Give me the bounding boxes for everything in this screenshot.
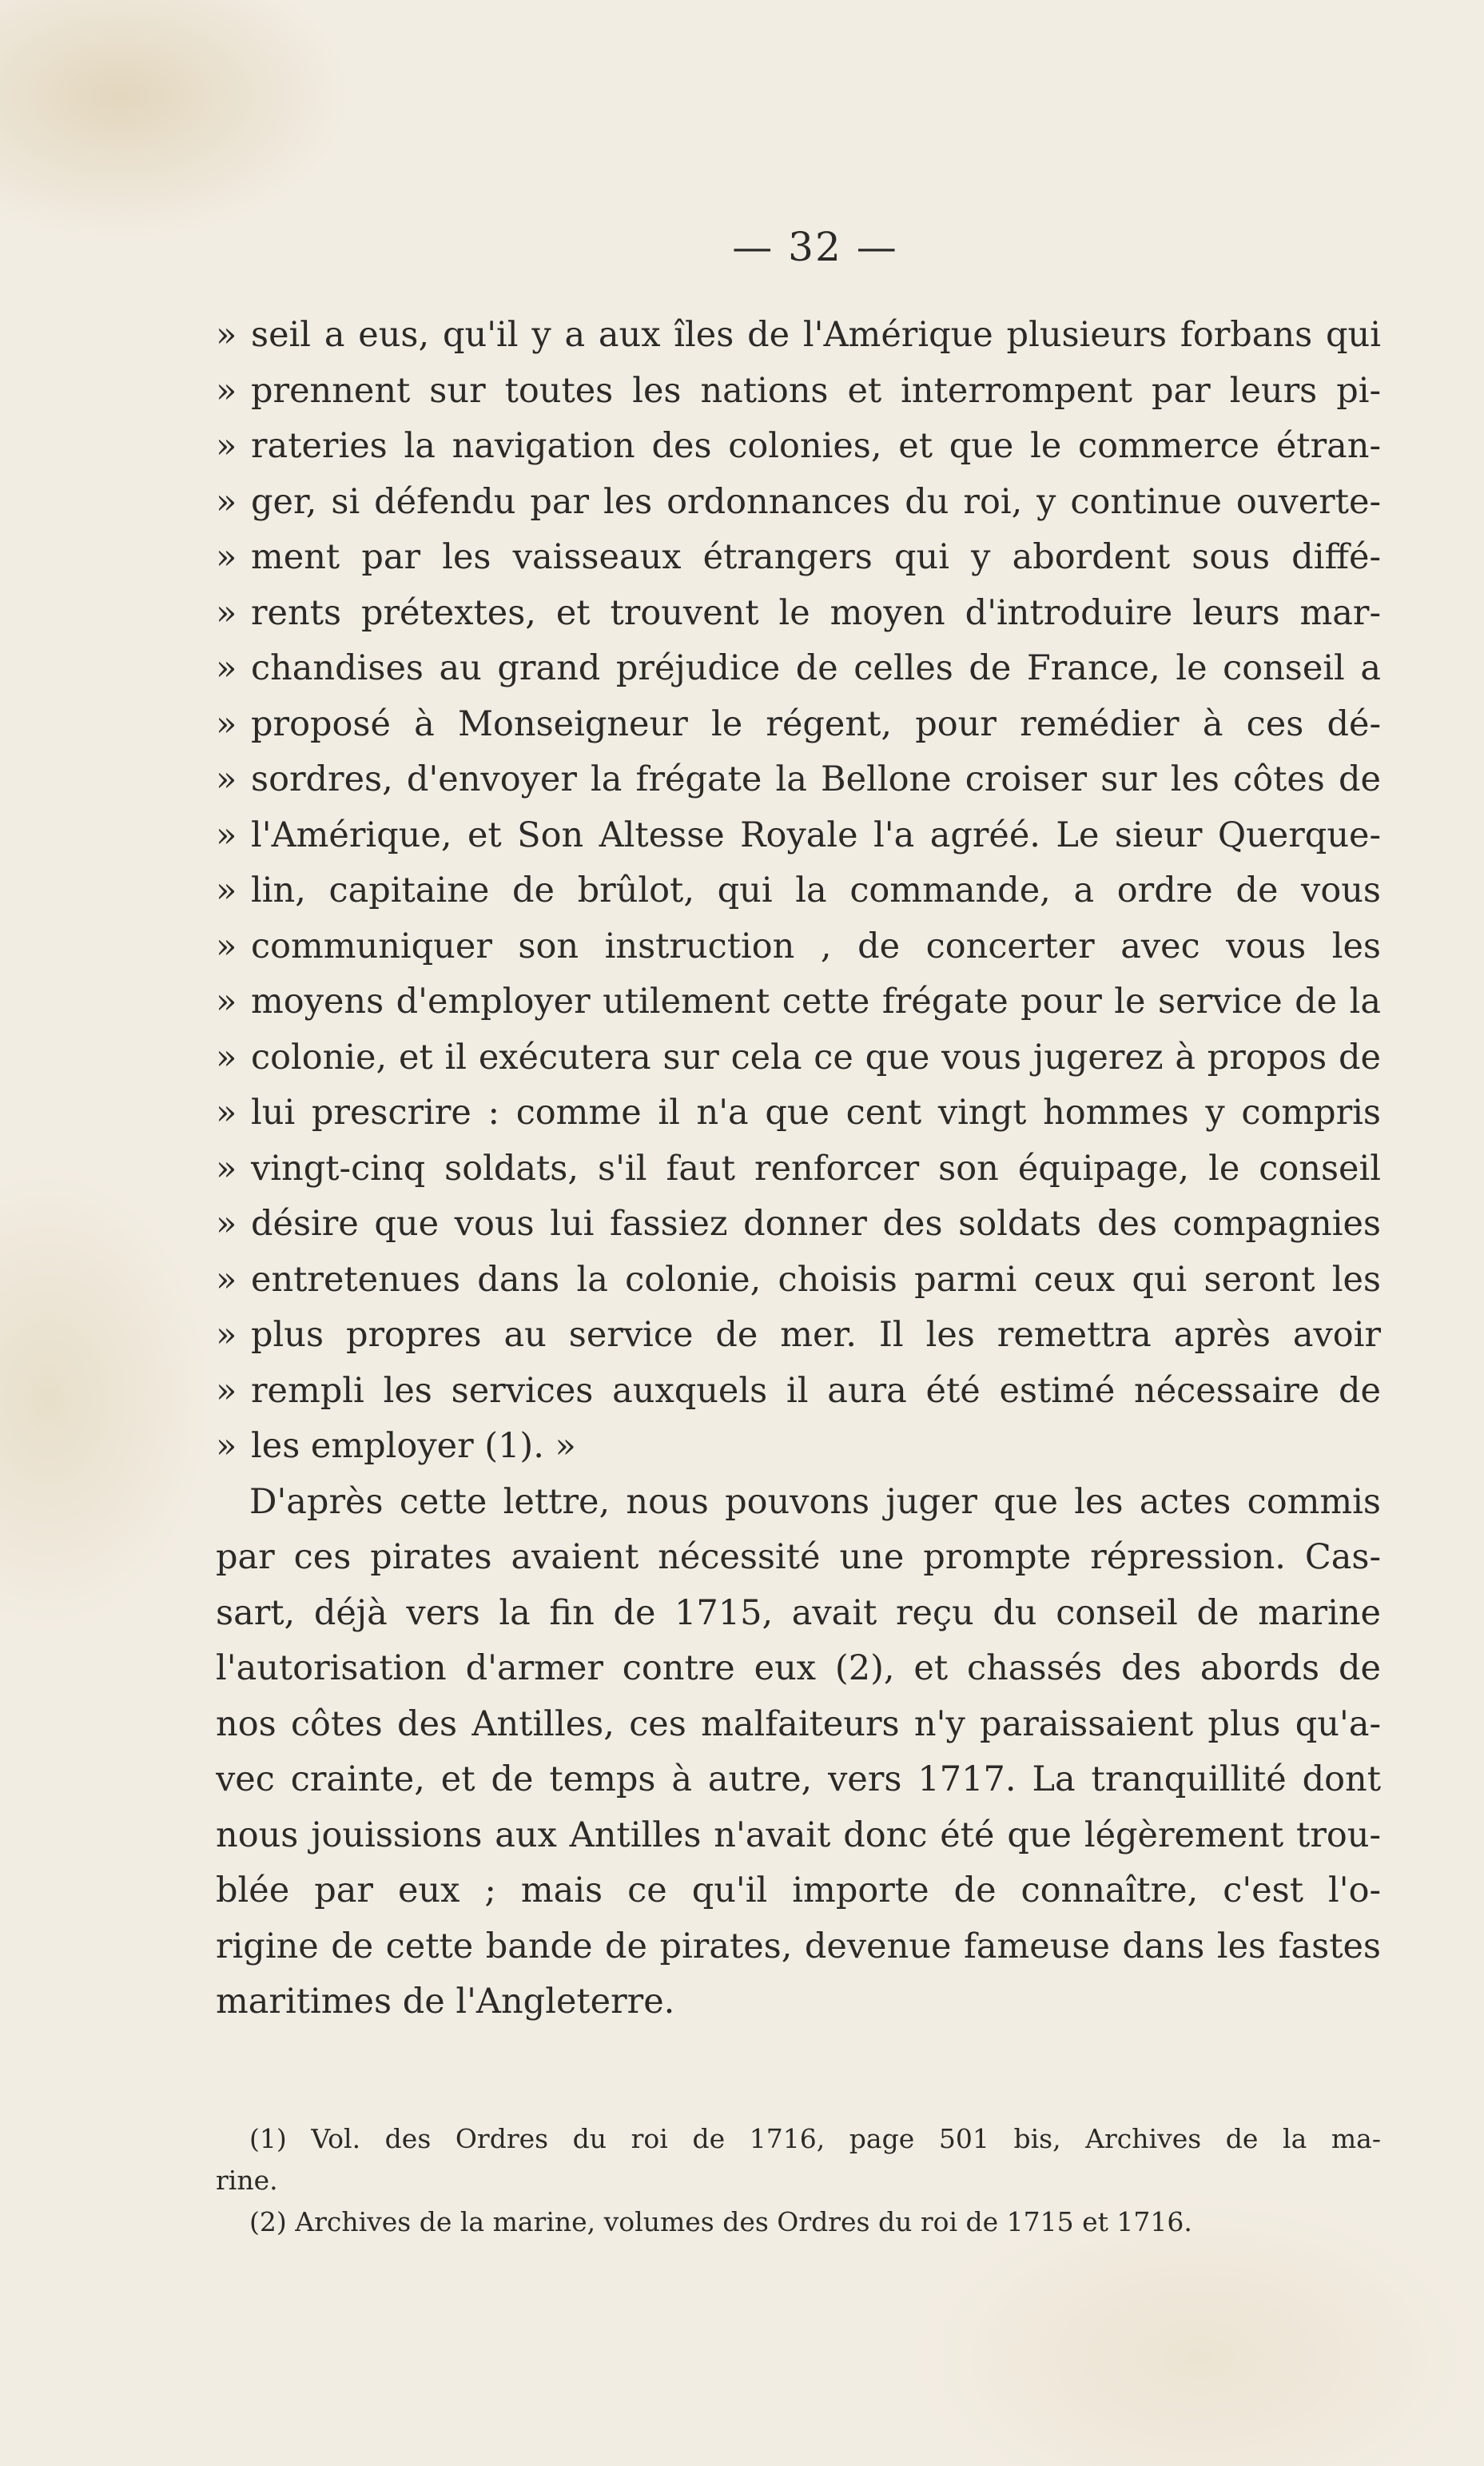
line-text: moyens d'employer utilement cette frégate pour le service de la	[251, 982, 1381, 1022]
footnote-1-continued: rine.	[216, 2165, 278, 2196]
quote-mark: »	[216, 315, 237, 355]
text-line: sart, déjà vers la fin de 1715, avait reçu du conseil de marine	[216, 1592, 1381, 1633]
quote-mark: »	[216, 982, 237, 1022]
body-text	[216, 308, 1381, 2030]
quote-mark: »	[216, 1204, 237, 1244]
quote-mark: »	[216, 426, 237, 466]
line-text: les employer (1). »	[251, 1426, 576, 1466]
quote-mark: »	[216, 1148, 237, 1189]
text-line	[216, 1364, 1381, 1420]
text-line	[216, 1308, 1381, 1364]
line-text: ment par les vaisseaux étrangers qui y abordent sous diffé-	[251, 537, 1381, 577]
line-text: entretenues dans la colonie, choisis parmi ceux qui seront les	[251, 1259, 1381, 1300]
text-line	[216, 586, 1381, 642]
footnote-2: (2) Archives de la marine, volumes des Ordres du roi de 1715 et 1716.	[249, 2206, 1192, 2237]
text-line	[216, 1253, 1381, 1309]
text-line	[216, 308, 1381, 364]
line-text: désire que vous lui fassiez donner des soldats des compagnies	[251, 1204, 1381, 1244]
quote-mark: »	[216, 759, 237, 799]
text-line: vec crainte, et de temps à autre, vers 1717. La tranquillité dont	[216, 1759, 1381, 1799]
line-text: sordres, d'envoyer la frégate la Bellone croiser sur les côtes de	[251, 759, 1381, 799]
quote-mark: »	[216, 1037, 237, 1078]
line-text: proposé à Monseigneur le régent, pour remédier à ces dé-	[251, 703, 1381, 744]
line-text: rempli les services auxquels il aura été estimé nécessaire de	[251, 1370, 1381, 1411]
line-text: plus propres au service de mer. Il les remettra après avoir	[251, 1315, 1381, 1355]
line-text: lin, capitaine de brûlot, qui la commande, a ordre de vous	[251, 870, 1381, 910]
quote-mark: »	[216, 1259, 237, 1300]
page-number: — 32 —	[732, 224, 898, 270]
line-text: chandises au grand préjudice de celles de France, le conseil a	[251, 648, 1381, 688]
text-line	[216, 697, 1381, 753]
text-line: nous jouissions aux Antilles n'avait donc été que légèrement trou-	[216, 1815, 1381, 1855]
text-line: blée par eux ; mais ce qu'il importe de connaître, c'est l'o-	[216, 1870, 1381, 1910]
quote-mark: »	[216, 1370, 237, 1411]
text-line	[216, 1197, 1381, 1253]
text-line	[216, 863, 1381, 919]
line-text: prennent sur toutes les nations et interrompent par leurs pi-	[251, 370, 1381, 411]
text-line: nos côtes des Antilles, ces malfaiteurs n'y paraissaient plus qu'a-	[216, 1703, 1381, 1744]
text-line	[216, 641, 1381, 697]
line-text: seil a eus, qu'il y a aux îles de l'Amérique plusieurs forbans qui	[251, 315, 1381, 355]
quote-mark: »	[216, 1315, 237, 1355]
text-line	[216, 530, 1381, 586]
text-line	[216, 1419, 1381, 1475]
text-line	[216, 364, 1381, 420]
quote-mark: »	[216, 592, 237, 633]
line-text: rents prétextes, et trouvent le moyen d'introduire leurs mar-	[251, 592, 1381, 633]
text-line	[216, 419, 1381, 475]
text-line	[216, 752, 1381, 808]
text-line	[216, 1030, 1381, 1086]
quote-mark: »	[216, 648, 237, 688]
footnotes	[216, 2118, 1381, 2243]
text-line	[216, 974, 1381, 1030]
line-text: rateries la navigation des colonies, et que le commerce étran-	[251, 426, 1381, 466]
quote-mark: »	[216, 870, 237, 910]
line-text: l'Amérique, et Son Altesse Royale l'a agréé. Le sieur Querque-	[251, 815, 1381, 855]
text-line	[216, 808, 1381, 864]
text-line	[216, 919, 1381, 975]
quote-mark: »	[216, 1093, 237, 1133]
line-text: lui prescrire : comme il n'a que cent vingt hommes y compris	[251, 1093, 1381, 1133]
line-text: vingt-cinq soldats, s'il faut renforcer son équipage, le conseil	[251, 1148, 1381, 1189]
text-line: rigine de cette bande de pirates, devenue fameuse dans les fastes	[216, 1926, 1381, 1966]
line-text: colonie, et il exécutera sur cela ce que vous jugerez à propos de	[251, 1037, 1381, 1078]
text-line	[216, 1141, 1381, 1197]
quote-mark: »	[216, 481, 237, 522]
quote-mark: »	[216, 537, 237, 577]
text-line: maritimes de l'Angleterre.	[216, 1982, 675, 2022]
text-line: par ces pirates avaient nécessité une prompte répression. Cas-	[216, 1537, 1381, 1577]
quote-mark: »	[216, 703, 237, 744]
text-line	[216, 475, 1381, 531]
line-text: communiquer son instruction , de concerter avec vous les	[251, 926, 1381, 966]
text-line	[216, 1086, 1381, 1141]
quote-mark: »	[216, 926, 237, 966]
quote-mark: »	[216, 815, 237, 855]
footnote-1: (1) Vol. des Ordres du roi de 1716, page 501 bis, Archives de la ma-	[249, 2123, 1381, 2154]
text-line: l'autorisation d'armer contre eux (2), et chassés des abords de	[216, 1648, 1381, 1688]
quote-mark: »	[216, 1426, 237, 1466]
quote-mark: »	[216, 370, 237, 411]
text-line: D'après cette lettre, nous pouvons juger que les actes commis	[249, 1481, 1381, 1522]
line-text: ger, si défendu par les ordonnances du roi, y continue ouverte-	[251, 481, 1381, 522]
